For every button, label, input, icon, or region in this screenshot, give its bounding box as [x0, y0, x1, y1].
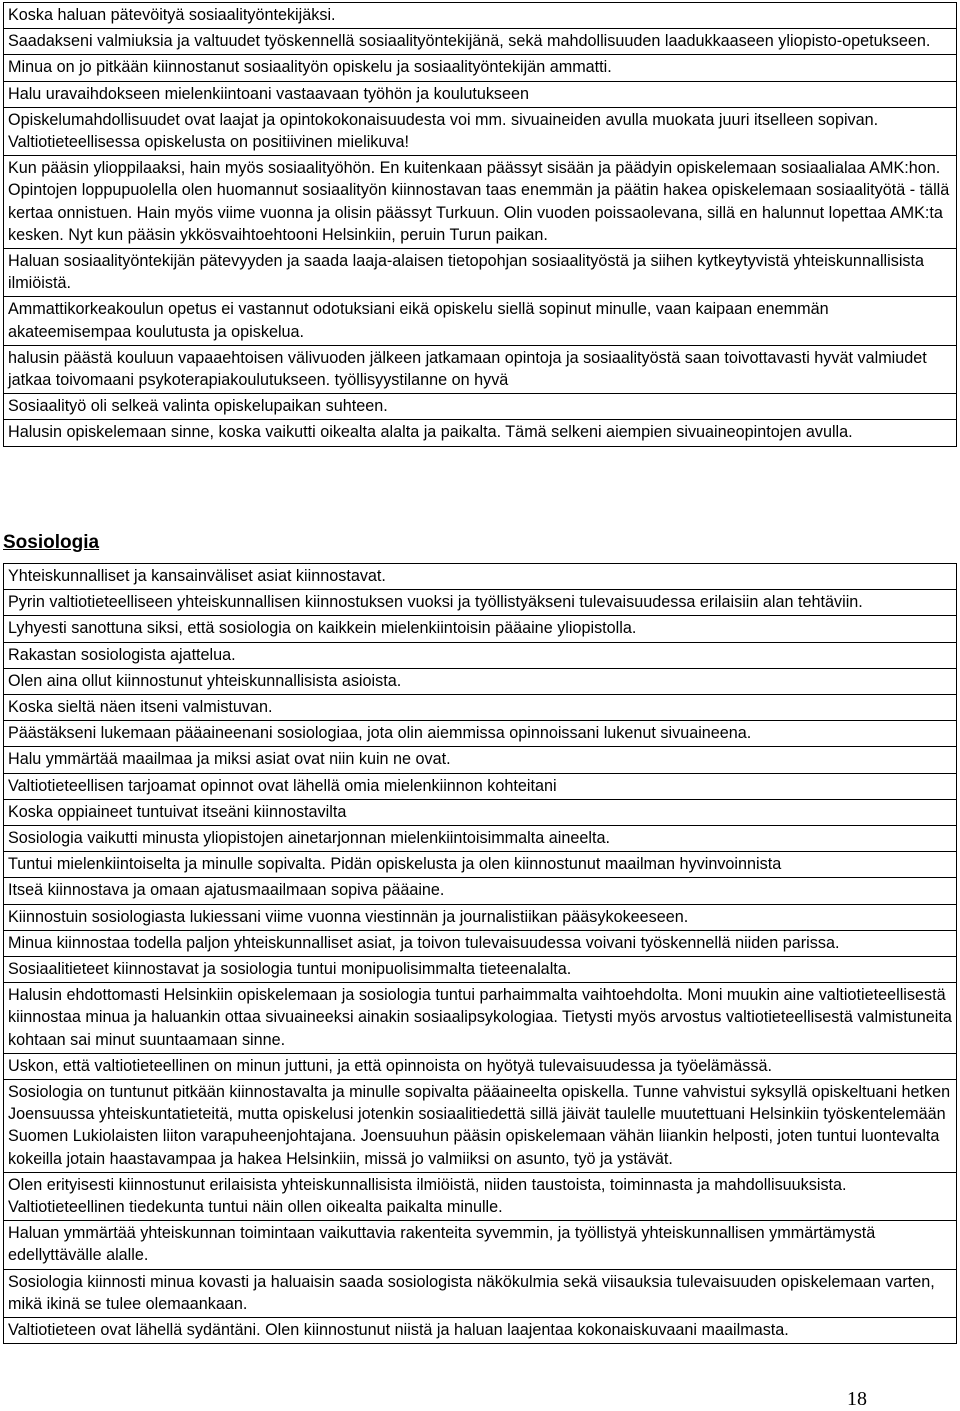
- response-row: Sosiaalityö oli selkeä valinta opiskelupaikan suhteen.: [3, 394, 957, 420]
- response-row: Koska haluan pätevöityä sosiaalityöntekijäksi.: [3, 3, 957, 29]
- response-row: Koska sieltä näen itseni valmistuvan.: [3, 695, 957, 721]
- response-row: Minua on jo pitkään kiinnostanut sosiaalityön opiskelu ja sosiaalityöntekijän ammatti.: [3, 55, 957, 81]
- response-row: Halusin ehdottomasti Helsinkiin opiskelemaan ja sosiologia tuntui parhaimmalta vaihtoehdolta. Moni muukin aine valtiotieteellisestä kiinnostaa minua ja haluankin ottaa sivuaineeksi ainakin sosiaalipsykologiaa. Tietysti myös arvostus valtiotieteellisestä valmistuneita kohtaan sai minut suuntaamaan sinne.: [3, 983, 957, 1054]
- responses-table-sosiologia: [3, 563, 957, 1344]
- response-row: Haluan ymmärtää yhteiskunnan toimintaan vaikuttavia rakenteita syvemmin, ja työllistyä yhteiskunnallisen ymmärtämystä edellyttävälle alalle.: [3, 1221, 957, 1269]
- response-row: Valtiotieteellisen tarjoamat opinnot ovat lähellä omia mielenkiinnon kohteitani: [3, 774, 957, 800]
- response-row: Halu uravaihdokseen mielenkiintoani vastaavaan työhön ja koulutukseen: [3, 82, 957, 108]
- response-row: Rakastan sosiologista ajattelua.: [3, 643, 957, 669]
- response-row: Kun pääsin ylioppilaaksi, hain myös sosiaalityöhön. En kuitenkaan päässyt sisään ja päädyin opiskelemaan sosiaalialaa AMK:hon. Opintojen loppupuolella olen huomannut sosiaalityön kiinnostavan taas enemmän ja päätin hakea opiskelemaan sosiaalityötä - tällä kertaa onnistuen. Hain myös viime vuonna ja olisin päässyt Turkuun. Olin vuoden poissaolevana, sillä en halunnut lopettaa AMK:ta kesken. Nyt kun pääsin ykkösvaihtoehtooni Helsinkiin, peruin Turun paikan.: [3, 156, 957, 249]
- response-row: Haluan sosiaalityöntekijän pätevyyden ja saada laaja-alaisen tietopohjan sosiaalityöstä ja siihen kytkeytyvistä yhteiskunnallisista ilmiöistä.: [3, 249, 957, 297]
- response-row: Halusin opiskelemaan sinne, koska vaikutti oikealta alalta ja paikalta. Tämä selkeni aiempien sivuaineopintojen avulla.: [3, 420, 957, 446]
- responses-table-top: [3, 2, 957, 447]
- response-row: Pyrin valtiotieteelliseen yhteiskunnallisen kiinnostuksen vuoksi ja työllistyäkseni tulevaisuudessa erilaisiin alan tehtäviin.: [3, 590, 957, 616]
- response-row: Itseä kiinnostava ja omaan ajatusmaailmaan sopiva pääaine.: [3, 878, 957, 904]
- response-row: Sosiaalitieteet kiinnostavat ja sosiologia tuntui monipuolisimmalta tieteenalalta.: [3, 957, 957, 983]
- response-row: Tuntui mielenkiintoiselta ja minulle sopivalta. Pidän opiskelusta ja olen kiinnostunut maailman hyvinvoinnista: [3, 852, 957, 878]
- response-row: Sosiologia on tuntunut pitkään kiinnostavalta ja minulle sopivalta pääaineelta opiskella. Tunne vahvistui syksyllä opiskeltuani hetken Joensuussa yhteiskuntatieteitä, mutta opiskelusi jotenkin sosiaalitiedettä sillä jäivät taulelle muutettuani Helsinkiin työskentelemään Suomen Lukiolaisten liiton varapuheenjohtajana. Joensuuhun pääsin opiskelemaan vähän liiankin helposti, joten tuntui luontevalta kokeilla jotain haastavampaa ja hakea Helsinkiin, missä jo valmiiksi on asunto, työ ja ystävät.: [3, 1080, 957, 1173]
- response-row: Uskon, että valtiotieteellinen on minun juttuni, ja että opinnoista on hyötyä tulevaisuudessa ja työelämässä.: [3, 1054, 957, 1080]
- response-row: Olen erityisesti kiinnostunut erilaisista yhteiskunnallisista ilmiöistä, niiden taustoista, toiminnasta ja mahdollisuuksista. Valtiotieteellinen tiedekunta tuntui näin ollen oikealta paikalta minulle.: [3, 1173, 957, 1221]
- response-row: Yhteiskunnalliset ja kansainväliset asiat kiinnostavat.: [3, 564, 957, 590]
- response-row: Halu ymmärtää maailmaa ja miksi asiat ovat niin kuin ne ovat.: [3, 747, 957, 773]
- response-row: Valtiotieteen ovat lähellä sydäntäni. Olen kiinnostunut niistä ja haluan laajentaa kokonaiskuvaani maailmasta.: [3, 1318, 957, 1344]
- response-row: Minua kiinnostaa todella paljon yhteiskunnalliset asiat, ja toivon tulevaisuudessa voivani työskennellä niiden parissa.: [3, 931, 957, 957]
- response-row: Ammattikorkeakoulun opetus ei vastannut odotuksiani eikä opiskelu siellä sopinut minulle, vaan kaipaan enemmän akateemisempaa koulutusta ja opiskelua.: [3, 297, 957, 345]
- response-row: Päästäkseni lukemaan pääaineenani sosiologiaa, jota olin aiemmissa opinnoissani lukenut sivuaineena.: [3, 721, 957, 747]
- response-row: Opiskelumahdollisuudet ovat laajat ja opintokokonaisuudesta voi mm. sivuaineiden avulla muokata juuri itselleen sopivan. Valtiotieteellisessa opiskelusta on positiivinen mielikuva!: [3, 108, 957, 156]
- response-row: Koska oppiaineet tuntuivat itseäni kiinnostavilta: [3, 800, 957, 826]
- response-row: Lyhyesti sanottuna siksi, että sosiologia on kaikkein mielenkiintoisin pääaine yliopistolla.: [3, 616, 957, 642]
- section-heading: Sosiologia: [3, 532, 100, 553]
- response-row: Kiinnostuin sosiologiasta lukiessani viime vuonna viestinnän ja journalistiikan pääsykokeeseen.: [3, 905, 957, 931]
- response-row: Sosiologia vaikutti minusta yliopistojen ainetarjonnan mielenkiintoisimmalta aineelta.: [3, 826, 957, 852]
- response-row: Sosiologia kiinnosti minua kovasti ja haluaisin saada sosiologista näkökulmia sekä viisauksia tulevaisuuden opiskelemaan varten, mikä ikinä se tulee olemaankaan.: [3, 1270, 957, 1318]
- response-row: Olen aina ollut kiinnostunut yhteiskunnallisista asioista.: [3, 669, 957, 695]
- response-row: Saadakseni valmiuksia ja valtuudet työskennellä sosiaalityöntekijänä, sekä mahdollisuuden laadukkaaseen yliopisto-opetukseen.: [3, 29, 957, 55]
- response-row: halusin päästä kouluun vapaaehtoisen välivuoden jälkeen jatkamaan opintoja ja sosiaalityöstä saan toivottavasti hyvät valmiudet jatkaa toivomaani psykoterapiakoulutukseen. työllisyystilanne on hyvä: [3, 346, 957, 394]
- page-number: 18: [847, 1388, 867, 1410]
